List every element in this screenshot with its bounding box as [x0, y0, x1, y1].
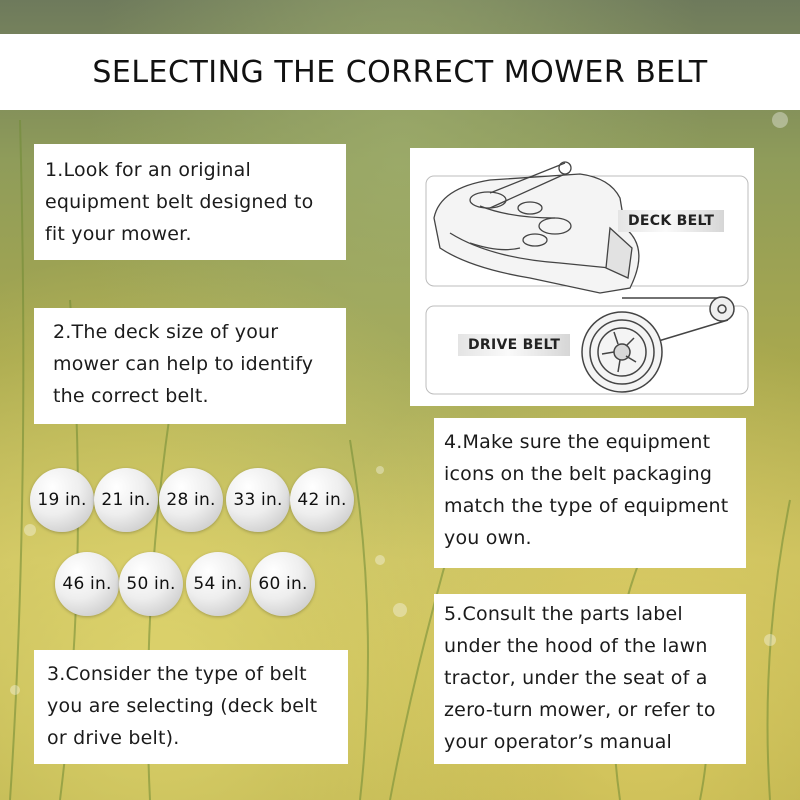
tip-5-line-3: tractor, under the seat of a [444, 667, 708, 689]
deck-size-60: 60 in. [251, 552, 315, 616]
tip-5-line-2: under the hood of the lawn [444, 635, 708, 657]
tip-1-line-1: 1.Look for an original [45, 159, 251, 181]
tip-4-line-4: you own. [444, 527, 532, 549]
tip-4-line-3: match the type of equipment [444, 495, 729, 517]
deck-size-42: 42 in. [290, 468, 354, 532]
tip-card-3 [34, 650, 348, 764]
tip-card-2 [34, 308, 346, 424]
page-title: SELECTING THE CORRECT MOWER BELT [92, 54, 708, 90]
deck-size-33: 33 in. [226, 468, 290, 532]
deck-size-19: 19 in. [30, 468, 94, 532]
tip-4-line-2: icons on the belt packaging [444, 463, 713, 485]
tip-2-line-1: 2.The deck size of your [53, 321, 279, 343]
deck-size-28: 28 in. [159, 468, 223, 532]
deck-size-54: 54 in. [186, 552, 250, 616]
deck-size-46: 46 in. [55, 552, 119, 616]
tip-3-line-1: 3.Consider the type of belt [47, 663, 307, 685]
deck-belt-label: DECK BELT [618, 210, 724, 232]
tip-5-line-4: zero-turn mower, or refer to [444, 699, 716, 721]
belt-diagram-illustration [410, 148, 754, 406]
deck-illustration [434, 162, 639, 293]
tip-2-line-3: the correct belt. [53, 385, 209, 407]
tip-card-4 [434, 418, 746, 568]
drive-pulley-illustration [582, 297, 734, 392]
belt-diagram [410, 148, 754, 406]
tip-card-1 [34, 144, 346, 260]
tip-5-line-1: 5.Consult the parts label [444, 603, 683, 625]
deck-size-50: 50 in. [119, 552, 183, 616]
tip-4-line-1: 4.Make sure the equipment [444, 431, 711, 453]
tip-5-line-5: your operator’s manual [444, 731, 673, 753]
tip-3-line-2: you are selecting (deck belt [47, 695, 318, 717]
deck-size-21: 21 in. [94, 468, 158, 532]
tip-1-line-3: fit your mower. [45, 223, 192, 245]
tip-3-line-3: or drive belt). [47, 727, 180, 749]
tip-1-line-2: equipment belt designed to [45, 191, 314, 213]
tip-card-5 [434, 594, 746, 764]
drive-belt-label: DRIVE BELT [458, 334, 570, 356]
title-banner [0, 34, 800, 110]
tip-2-line-2: mower can help to identify [53, 353, 314, 375]
